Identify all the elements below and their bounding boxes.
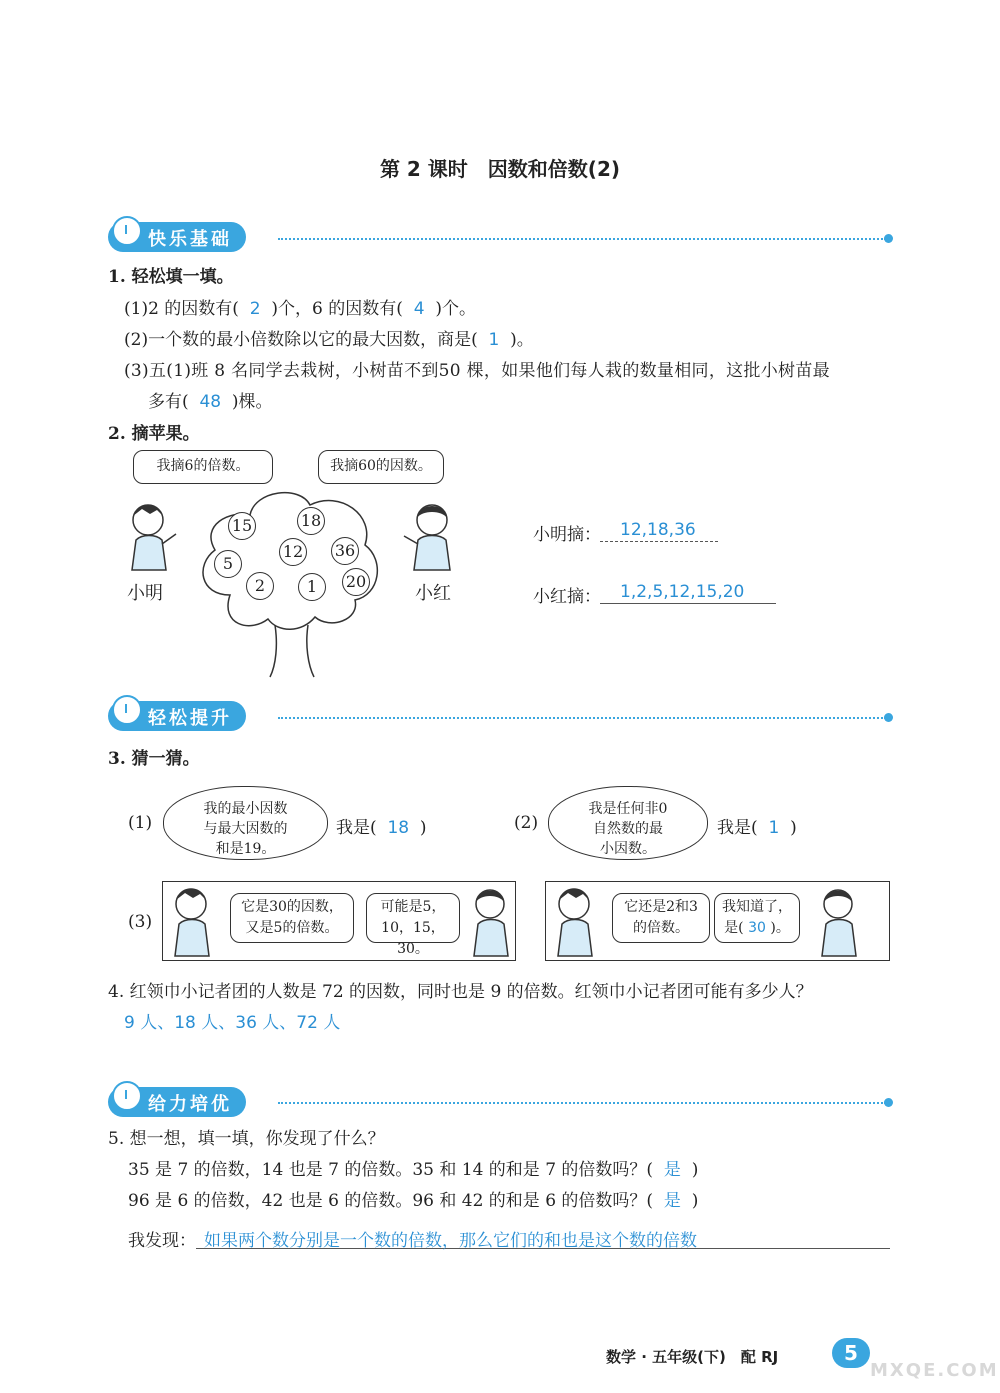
question-3-part-3-number: (3): [128, 912, 153, 932]
answer: 48: [199, 392, 222, 412]
thought-cloud-2: 我是任何非0 自然数的最 小因数。: [548, 786, 708, 860]
apple-20: 20: [342, 568, 370, 596]
name-xiaohong: 小红: [415, 583, 451, 604]
apple-15: 15: [228, 512, 256, 540]
name-xiaoming: 小明: [127, 583, 163, 604]
question-3-part-2-answer: 我是( 1 ): [717, 818, 797, 838]
answer: 是: [663, 1160, 681, 1180]
speech-bubble-b4: 我知道了， 是( 30 )。: [714, 893, 800, 943]
section-divider-dot: [884, 234, 893, 243]
girl-illustration: [462, 884, 514, 958]
xiaohong-picks-label: 小红摘：: [533, 587, 601, 607]
question-5-line-2: 96 是 6 的倍数，42 也是 6 的倍数。96 和 42 的和是 6 的倍数吗？( 是 ): [128, 1191, 699, 1211]
question-5-line-1: 35 是 7 的倍数，14 也是 7 的倍数。35 和 14 的和是 7 的倍数吗？( 是 ): [128, 1160, 699, 1180]
watermark: MXQE.COM: [870, 1360, 999, 1381]
page-title: 第 2 课时 因数和倍数(2): [379, 157, 621, 181]
xiaoming-picks-answer: 12,18,36: [620, 520, 696, 540]
boy-illustration: [165, 884, 225, 958]
answer: 2: [249, 299, 261, 319]
question-4-heading: 4. 红领巾小记者团的人数是 72 的因数，同时也是 9 的倍数。红领巾小记者团可能有多少人？: [108, 982, 813, 1002]
question-1-part-2: (2)一个数的最小倍数除以它的最大因数，商是( 1 )。: [124, 330, 534, 350]
found-label: 我发现：: [128, 1231, 196, 1251]
boy-illustration: [548, 884, 608, 958]
question-3-part-1-number: (1): [128, 813, 153, 833]
boy-xiaoming-illustration: [122, 500, 182, 575]
question-1-part-3-line-2: 多有( 48 )棵。: [148, 392, 273, 412]
answer-line: [600, 603, 776, 604]
xiaoming-picks-label: 小明摘：: [533, 525, 601, 545]
apple-1: 1: [298, 573, 326, 601]
answer-line: [600, 541, 718, 542]
question-1-part-1: (1)2 的因数有( 2 )个，6 的因数有( 4 )个。: [124, 299, 476, 319]
found-answer: 如果两个数分别是一个数的倍数，那么它们的和也是这个数的倍数: [204, 1231, 697, 1251]
footer-text: 数学 · 五年级(下) 配 RJ: [606, 1348, 779, 1366]
section-header-advanced: 给力培优: [108, 1087, 246, 1117]
clock-icon: [112, 216, 142, 246]
speech-bubble-b1: 它是30的因数， 又是5的倍数。: [230, 893, 354, 943]
answer: 是: [663, 1191, 681, 1211]
section-header-basic: 快乐基础: [108, 222, 246, 252]
section-divider: [278, 717, 886, 719]
section-divider-dot: [884, 1098, 893, 1107]
answer: 1: [488, 330, 500, 350]
question-1-heading: 1. 轻松填一填。: [108, 267, 234, 287]
apple-2: 2: [246, 572, 274, 600]
thought-cloud-1: 我的最小因数 与最大因数的 和是19。: [163, 786, 328, 860]
answer: 1: [768, 818, 780, 838]
speech-bubble-left: 我摘6的倍数。: [133, 450, 273, 484]
apple-12: 12: [279, 538, 307, 566]
section-divider: [278, 1102, 886, 1104]
answer: 30: [748, 920, 766, 936]
answer: 18: [387, 818, 410, 838]
clock-icon: [112, 695, 142, 725]
section-divider-dot: [884, 713, 893, 722]
question-1-part-3-line-1: (3)五(1)班 8 名同学去栽树，小树苗不到50 棵，如果他们每人栽的数量相同，这批小树苗最: [124, 361, 830, 381]
page-number: 5: [832, 1338, 870, 1368]
question-2-heading: 2. 摘苹果。: [108, 424, 200, 444]
apple-36: 36: [331, 537, 359, 565]
question-4-answer: 9 人、18 人、36 人、72 人: [124, 1013, 341, 1033]
clock-icon: [112, 1081, 142, 1111]
girl-illustration: [810, 884, 862, 958]
apple-18: 18: [297, 507, 325, 535]
xiaohong-picks-answer: 1,2,5,12,15,20: [620, 582, 745, 602]
section-header-improve: 轻松提升: [108, 701, 246, 731]
question-3-part-1-answer: 我是( 18 ): [336, 818, 427, 838]
apple-5: 5: [214, 550, 242, 578]
section-divider: [278, 238, 886, 240]
question-5-heading: 5. 想一想，填一填，你发现了什么？: [108, 1129, 385, 1149]
question-3-heading: 3. 猜一猜。: [108, 749, 200, 769]
answer: 4: [413, 299, 425, 319]
girl-xiaohong-illustration: [400, 500, 460, 575]
speech-bubble-b2: 可能是5， 10，15，30。: [366, 893, 460, 943]
speech-bubble-b3: 它还是2和3 的倍数。: [612, 893, 710, 943]
question-3-part-2-number: (2): [514, 813, 539, 833]
speech-bubble-right: 我摘60的因数。: [318, 450, 444, 484]
